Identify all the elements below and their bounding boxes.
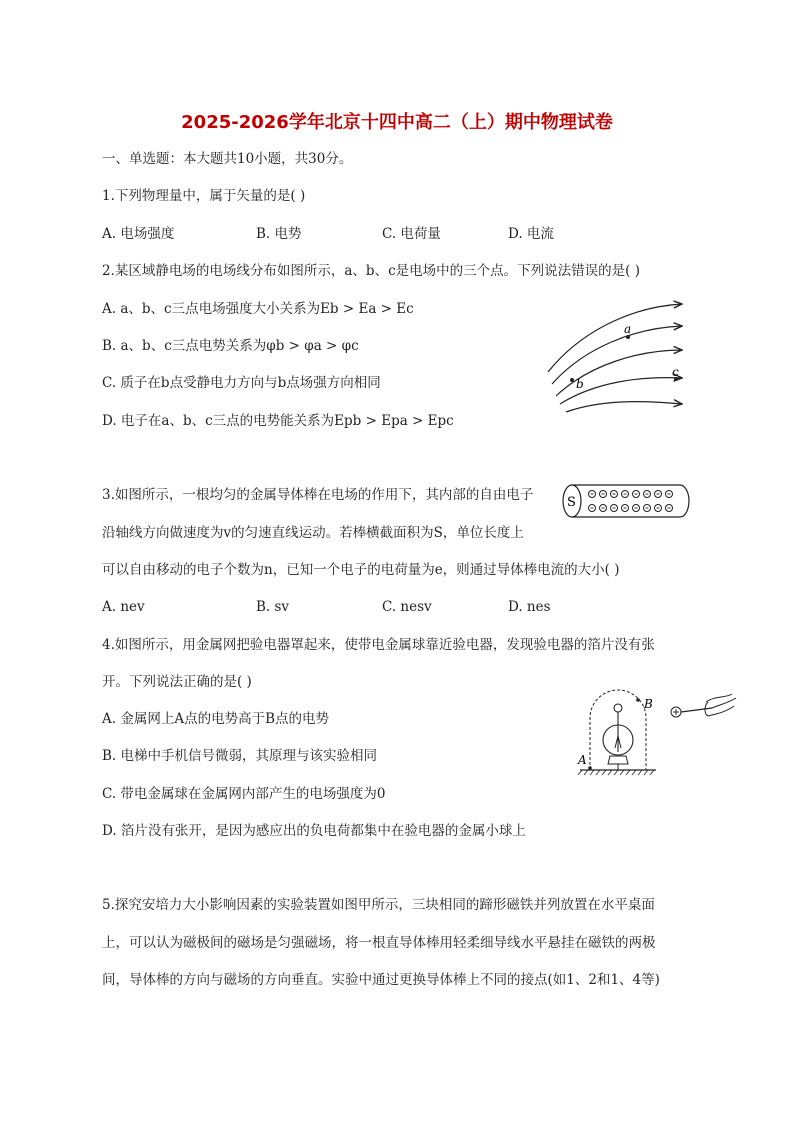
q1-option-c: C. 电荷量	[382, 226, 441, 242]
field-line	[552, 326, 682, 384]
hand-icon	[706, 694, 736, 716]
q2-option-c: C. 质子在b点受静电力方向与b点场强方向相同	[102, 375, 381, 391]
q3-option-c: C. nesv	[382, 599, 432, 615]
point-b-dot	[570, 378, 574, 382]
section-heading: 一、单选题：本大题共10小题，共30分。	[102, 151, 353, 167]
insulating-rod	[681, 708, 712, 712]
q3-stem-line1: 3.如图所示，一根均匀的金属导体棒在电场的作用下，其内部的自由电子	[102, 487, 534, 503]
q1-stem: 1.下列物理量中，属于矢量的是( )	[102, 188, 306, 204]
q3-stem-line3: 可以自由移动的电子个数为n，已知一个电子的电荷量为e，则通过导体棒电流的大小( )	[102, 562, 620, 578]
q3-option-a: A. nev	[102, 599, 145, 615]
q1-option-b: B. 电势	[256, 226, 302, 242]
q2-option-b: B. a、b、c三点电势关系为φb > φa > φc	[102, 338, 359, 354]
electroscope-base	[608, 756, 628, 764]
q4-stem-line1: 4.如图所示，用金属网把验电器罩起来，使带电金属球靠近验电器，发现验电器的箔片没有张	[102, 637, 655, 653]
label-c: c	[672, 365, 679, 379]
q5-stem-line3: 间，导体棒的方向与磁场的方向垂直。实验中通过更换导体棒上不同的接点(如1、2和1、4等)	[102, 972, 660, 988]
point-b-dot	[636, 698, 640, 702]
q5-stem-line1: 5.探究安培力大小影响因素的实验装置如图甲所示，三块相同的蹄形磁铁并列放置在水平桌面	[102, 897, 655, 913]
q2-option-d: D. 电子在a、b、c三点的电势能关系为Epb > Epa > Epc	[102, 413, 454, 429]
electrons	[589, 491, 673, 512]
label-b: b	[576, 377, 584, 391]
q4-stem-line2: 开。下列说法正确的是( )	[102, 674, 252, 690]
q1-option-a: A. 电场强度	[102, 226, 175, 242]
metal-rod-figure	[556, 482, 692, 520]
q5-stem-line2: 上，可以认为磁极间的磁场是匀强磁场，将一根直导体棒用轻柔细导线水平悬挂在磁铁的两极	[102, 935, 656, 951]
field-line	[566, 402, 682, 412]
exam-title: 2025-2026学年北京十四中高二（上）期中物理试卷	[181, 112, 613, 133]
q4-option-b: B. 电梯中手机信号微弱，其原理与该实验相同	[102, 748, 378, 764]
plus-sign-icon	[673, 709, 679, 715]
q4-option-d: D. 箔片没有张开，是因为感应出的负电荷都集中在验电器的金属小球上	[102, 823, 526, 839]
electroscope-cage-figure	[572, 686, 740, 782]
ground-hatch	[578, 770, 654, 775]
label-s: S	[567, 495, 576, 510]
q2-option-a: A. a、b、c三点电场强度大小关系为Eb > Ea > Ec	[102, 301, 414, 317]
q3-option-d: D. nes	[508, 599, 551, 615]
q1-option-d: D. 电流	[508, 226, 554, 242]
electric-field-lines-figure	[540, 292, 690, 417]
q2-stem: 2.某区域静电场的电场线分布如图所示，a、b、c是电场中的三个点。下列说法错误的是( )	[102, 263, 640, 279]
label-a: a	[624, 322, 632, 336]
label-a: A	[578, 753, 587, 767]
q4-option-a: A. 金属网上A点的电势高于B点的电势	[102, 711, 330, 727]
field-line	[556, 350, 682, 396]
point-a-dot	[588, 766, 592, 770]
label-b: B	[644, 697, 653, 711]
q3-option-b: B. sv	[256, 599, 290, 615]
q4-option-c: C. 带电金属球在金属网内部产生的电场强度为0	[102, 786, 386, 802]
q3-stem-line2: 沿轴线方向做速度为v的匀速直线运动。若棒横截面积为S，单位长度上	[102, 525, 524, 541]
rod-outline	[572, 485, 689, 517]
electroscope-ball	[614, 704, 622, 712]
